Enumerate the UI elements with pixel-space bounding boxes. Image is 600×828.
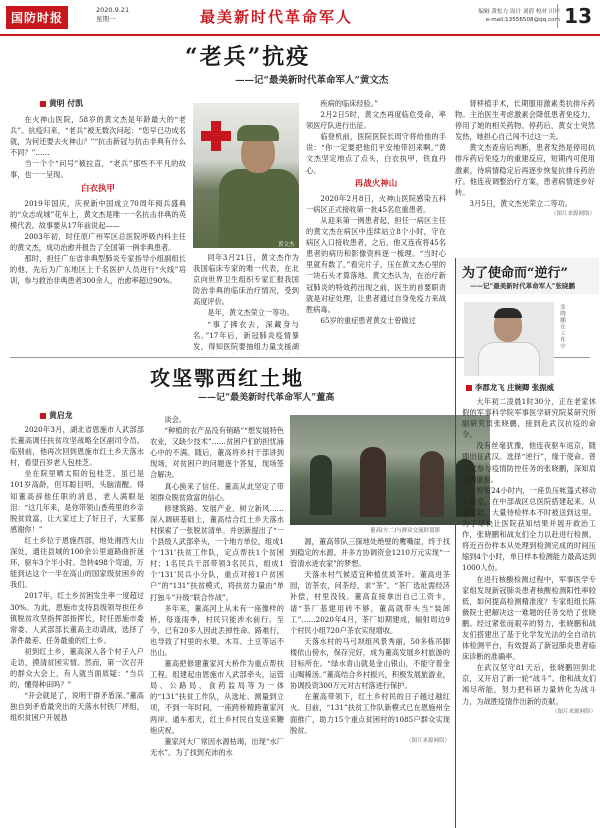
- article2-author: 黄启龙: [40, 410, 72, 421]
- article1-col2: 同年3月21日，黄文杰作为我国临床专家的唯一代表，在北京向世界卫生组织专家汇报我国防治非典的临床治疗情况，受到高度评价。 是年，黄文杰荣立一等功。 “事了拂衣去，深藏身与名。”17年后，新冠肺炎疫情暴发，得知医院要抽组力量支援湖: [193, 253, 299, 351]
- newspaper-logo: 国防时报: [6, 6, 68, 29]
- article3-author: 李郡龙飞 庄婉卿 张振威: [466, 382, 554, 393]
- section-title: 最美新时代革命军人: [200, 8, 354, 26]
- article1-title: “老兵”抗疫: [185, 44, 311, 70]
- article1-col4: 肾移植手术，长期服用激素类抗排斥药物。主治医生考虑激素会降低患者免疫力，停用了她的相关药物。停药后，黄女士突然发热，她担心自己闯不过这一关。 黄文杰查房后判断，患者发热是停用抗排斥药后免疫力的重建反应，短期内可使用激素，待病情稳定后再逐步恢复抗排斥药治疗。他连夜调整治疗方案，患者病情逐步好转。 3月5日，黄文杰光荣立二等功。 （图片来源网络）: [455, 98, 595, 254]
- page-header: [0, 0, 600, 36]
- article1-subtitle: ——记“最美新时代革命军人”黄文杰: [235, 75, 389, 86]
- article2-col2: 谈会。 “种植的农产品没有销路”“想发展特色农业，又缺少技术”……贫困户们的担忧涌心中的不满。随后，董高将乡村干部讲到现场，对贫困户的问题逐个答复，现场签合解决。 真心换来了信任。董高从此坚定了带领群众脱贫致富的信心。 修建筑路、发展产业、树立新风……深入调研基础上，董高结合红土乡天落水村探索了一张脱贫清单。并创新提出了“一个县级人武部牵头，一个地方单位，组成1个‘131’扶贫工作队，定点帮扶1个贫困村；1名民兵干部带领3名民兵，组成1个‘131’民兵小分队，重点对接1户贫困户”的“131”扶贫模式，将扶贫力量由“单打独斗”升级“联合作战”。 多年来，董高河上从未有一座像样的桥，每逢雨季，村民只能涉水前行。至今，已有20多人因此丢掉性命。路难行，也导致了村里的水果、木耳、土豆等运不出山。 董高把修建董家河大桥作为重点帮扶工程。组建起由恩施市人武部牵头，运管局、公路局、食药监局等为一体的“131”扶贫工作队，从选址、测量到立项，不到一年时间，一座跨桥精跨董家河两岸。通车那天，红土乡村民自发送来鞭炮庆祝。 董家河大厂常因水源枯竭，出现“水厂无水”。为了找到充沛的水: [150, 415, 284, 757]
- article2-col3: 源，董高带队三探地处绝壁的鹰嘴崖，终于找到稳定的水源。并多方协调资金1210万元实现“一管清水进农家”的梦想。 天落水村气候适宜种植优质茶叶。董高进茶园，访茶农，问茶经，求“茶”。“茶厂选址需经济补偿，村里没钱。董高直接拿出自己工资卡，请“茶厂基建用砖不够，董高就带头当“装卸工”……2020年4月，茶厂如期建成，辐射周边9个村民小组720户茶农实现增收。 天落水村的马弓坝组风景秀丽，50多栋吊脚楼依山傍水，保存完好，成为董高发展乡村旅游的目标所在。“绿水青山就是金山银山，不能守着金山喝稀汤。”董高结合乡村振兴，积极发展旅游业，协调投资300万元对古村落进行保护。 在董高带领下，红土乡村民的日子越过越红火。目前，“131”扶贫工作队新模式已在恩施州全面推广，助力15个重点贫困村的1085户群众实现脱贫。 （图片来源网络）: [290, 536, 450, 828]
- image-source-note: （图片来源网络）: [550, 210, 595, 217]
- article1-photo: [193, 103, 299, 248]
- article1-col1: 在火神山医院，58岁的黄文杰是年龄最大的“老兵”。抗疫归来，“老兵”被无数次问起：“您早已功成名就，为何还要去火神山？”“抗击新冠与抗击非典有什么不同？”…… 当一个个“问号”被拉直，“老兵”那些不平凡的故事，也一一呈现。 白衣执甲 2019年国庆，庆祝新中国成立70周年阅兵盛典的“众志成城”花车上，黄文杰是唯一一名抗击非典的英模代表。故事要从17年前说起—— 2003年初，时任原广州军区总医院呼吸内科主任的黄文杰，成功治愈并报告了全国第一例非典患者。 那时，担任广东省非典型肺炎专家指导小组副组长的他，先后为广东地区上千名医护人员进行“火线”培训，参与救治非典患者300余人，治愈率超过90%。: [10, 115, 186, 286]
- red-cross-icon: [201, 121, 231, 151]
- article1-subheading2: 再战火神山: [354, 178, 398, 189]
- issue-date: 2020.9.21 星期一: [96, 6, 130, 23]
- article2-title: 攻坚鄂西红土地: [150, 366, 304, 390]
- image-source-note-2: （图片来源网络）: [405, 737, 450, 744]
- article1-subheading: 白衣执甲: [80, 183, 115, 194]
- article3-photo-label: 张晓鹏在工作中: [559, 304, 565, 350]
- staff-credits: 编辑 黄松力 设计 刘倩 校对 川岸 e-mail:13556508@qq.com: [478, 9, 560, 23]
- article1-author: 黄明 付凯: [40, 98, 83, 109]
- article2-subtitle: ——记“最美新时代革命军人”董高: [198, 393, 335, 403]
- article3-box: [455, 258, 598, 828]
- page-number: 13: [557, 4, 592, 28]
- article1-photo-caption: 黄文杰: [278, 242, 295, 248]
- article3-photo: [464, 302, 554, 376]
- article2-col1: 2020年3月，湖北省恩施市人武部部长董高调任扶贫攻坚战略全区副司令员。临别前，他再次回到恩施市红土乡天落水村，看望百岁老人包桂芝。 坐在院里晒太阳的包桂芝，虽已是101岁高龄，但耳聪目明，头脑清醒。得知董高辞他任职的消息，老人满眼是泪：“这几年来，是你带领山香苑里的乡亲脱贫致富，让大家过上了好日子，大家都感谢你！” 红土乡位于恩施西部，地处湘西大山深处，通往县城的100余公里道路曲折迷环，驱车3个半小时。急转498个弯道，万能到达这个一半在高山的国家级贫困乡的我们。 2017年，红土乡贫困发生率一度超过30%。为此，恩施市支持县级领导担任乡镇脱贫攻坚指挥部指挥长，时任恩施市委常委、人武部部长董高主动请战，选择了条件最差、任务最重的红土乡。 初到红土乡，董高深入各个村子入户走访，摸清贫困实情。然而，第一次召开的群众大会上，有人就当面质疑：“当兵的，懂得种田吗？” “开会就是了，说明干群矛盾深。”董高独自到矛盾最突出的天落水村铁厂坪组，组织贫困户开展恳: [10, 425, 144, 723]
- article3-subtitle: ——记“最美新时代革命军人”张晓鹏: [470, 282, 575, 290]
- image-source-note-3: （图片来源网络）: [551, 708, 596, 715]
- article3-body: 大年初二凌晨1时30分，正在老家休假的军事科学院军事医学研究院某研究所副研究员张晓鹏，接到赴武汉抗疫的命令。 没有丝毫犹豫，他连夜驱车返京，随即出征武汉。选择“逆行”，缘于使命。曾多次参与疫情防控任务的张晓鹏，深知肩上的重担。 短短24小时内，一座负压帐篷式移动实验室，在中部战区总医院搭建起来。从那天起，大量待检样本不时被送到这里。为了尽快让医院获知结果并展开救治工作，张晓鹏和战友们全力以赴进行检测，将近百份样本从处理到检测完成的时间压缩到4个小时，单日样本检测能力最高达到1000人份。 在进行核酸检测过程中，军事医学专家组发现新冠肺炎患者核酸检测阳性率较低，如何提高检测精准度？专家组组长陈薇院士把解决这一难题的任务交给了张晓鹏。经过紧张而艰辛的努力，张晓鹏和战友们搭建出了基于化学发光法的全自动抗体检测平台，有效提高了新冠肺炎患者临床诊断的准确率。 在武汉坚守81天后，张晓鹏回到北京，又开启了新一轮“战斗”。他和战友们竭尽所能，努力把科研力量转化为战斗力，为战胜疫情作出新的贡献。 （图片来源网络）: [462, 396, 596, 828]
- article2-photo-caption: 董高(左二)与群众交流时留影: [370, 528, 441, 534]
- article3-title: 为了使命而“逆行”: [462, 266, 568, 281]
- article1-col3: 疾病的临床经验。” 2月2日5时，黄文杰再度临危受命，率领医疗队进行出征。 临登机前，医院医院长周守将给他的手说：“你一定要把他们平安地带回来啊。”黄文杰坚定地点了点头，白衣执甲，铁血丹心。 再战火神山 2020年2月8日，火神山医院感染五科一病区正式接收第一批45名危重患者。 从迎来第一例患者起，担任一病区主任的黄文杰在病区中连续站立8个小时，守在病区入口接收患者，之后，他又连夜将45名患者的病历和影像资料逐一梳理。“当时心里就有数了，”看完片子，压在黄文杰心里的一块石头才算落地。黄文杰认为，在治疗新冠肺炎的特效药出现之前，医生的首要职责就是对症处理，让患者通过自身免疫力来战胜病毒。 65岁的重症患者黄女士曾做过: [306, 99, 446, 325]
